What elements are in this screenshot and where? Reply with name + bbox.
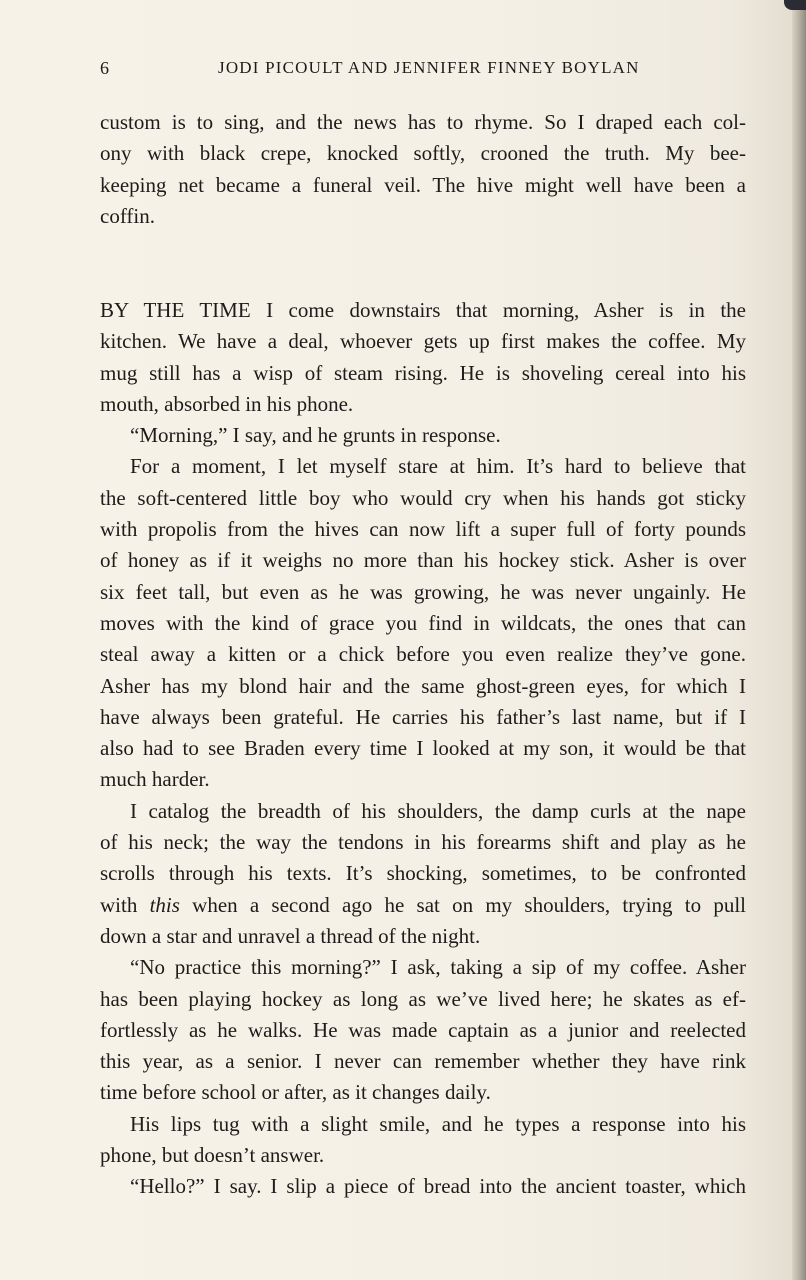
text-line: “Morning,” I say, and he grunts in response. — [130, 423, 501, 448]
text-line: mouth, absorbed in his phone. — [100, 391, 354, 416]
text-line: has been playing hockey as long as we’ve lived here; he skates as ef- — [100, 986, 746, 1011]
text-line: kitchen. We have a deal, whoever gets up first makes the coffee. My — [100, 329, 746, 354]
text-line: scrolls through his texts. It’s shocking, sometimes, to be confronted — [100, 861, 746, 886]
text-line: have always been grateful. He carries his father’s last name, but if I — [100, 704, 746, 729]
continuation-paragraph — [100, 107, 746, 232]
text-line: steal away a kitten or a chick before you even realize they’ve gone. — [100, 642, 746, 667]
text-line: mug still has a wisp of steam rising. He is shoveling cereal into his — [100, 360, 746, 385]
italic-word: this — [149, 892, 180, 917]
text-line: of his neck; the way the tendons in his forearms shift and play as he — [100, 830, 746, 855]
text-line: custom is to sing, and the news has to rhyme. So I draped each col- — [100, 110, 746, 134]
text-line: time before school or after, as it changes daily. — [100, 1080, 491, 1105]
text-line: “No practice this morning?” I ask, taking a sip of my coffee. Asher — [130, 955, 746, 980]
text-line: coffin. — [100, 203, 156, 228]
text-line: “Hello?” I say. I slip a piece of bread into the ancient toaster, which — [130, 1174, 746, 1199]
text-line: much harder. — [100, 767, 210, 792]
text-line: For a moment, I let myself stare at him. It’s hard to believe that — [130, 454, 746, 479]
page-number: 6 — [100, 58, 110, 78]
text-line: with propolis from the hives can now lift a super full of forty pounds — [100, 517, 746, 542]
text-line: of honey as if it weighs no more than his hockey stick. Asher is over — [100, 548, 746, 573]
page-edge-shadow — [792, 0, 806, 1280]
text-line: I catalog the breadth of his shoulders, the damp curls at the nape — [130, 798, 746, 823]
text-line: ony with black crepe, knocked softly, crooned the truth. My bee- — [100, 141, 746, 166]
section-opening-smallcaps: BY THE TIME — [100, 298, 251, 322]
running-head-authors: JODI PICOULT AND JENNIFER FINNEY BOYLAN — [218, 58, 640, 77]
section-body — [100, 295, 746, 1203]
corner-mark — [784, 0, 806, 10]
section-opening-line — [100, 295, 746, 326]
italic-line-after: when a second ago he sat on my shoulders, trying to pull — [179, 892, 746, 917]
italic-line-before: with — [100, 892, 150, 917]
text-line: His lips tug with a slight smile, and he types a response into his — [130, 1111, 746, 1136]
text-line: fortlessly as he walks. He was made captain as a junior and reelected — [100, 1017, 746, 1042]
text-line: this year, as a senior. I never can remember whether they have rink — [100, 1049, 746, 1074]
text-line: phone, but doesn’t answer. — [100, 1143, 325, 1168]
text-line: down a star and unravel a thread of the night. — [100, 923, 481, 948]
text-line: the soft-centered little boy who would cry when his hands got sticky — [100, 485, 746, 510]
section-opening-rest: I come downstairs that morning, Asher is in the — [250, 298, 747, 322]
text-line: six feet tall, but even as he was growing, he was never ungainly. He — [100, 579, 746, 604]
running-head — [100, 58, 746, 82]
text-line: also had to see Braden every time I looked at my son, it would be that — [100, 736, 746, 761]
text-line: keeping net became a funeral veil. The hive might well have been a — [100, 172, 746, 197]
italic-text-line — [100, 890, 746, 921]
text-line: moves with the kind of grace you find in wildcats, the ones that can — [100, 610, 746, 635]
text-line: Asher has my blond hair and the same ghost-green eyes, for which I — [100, 673, 746, 698]
